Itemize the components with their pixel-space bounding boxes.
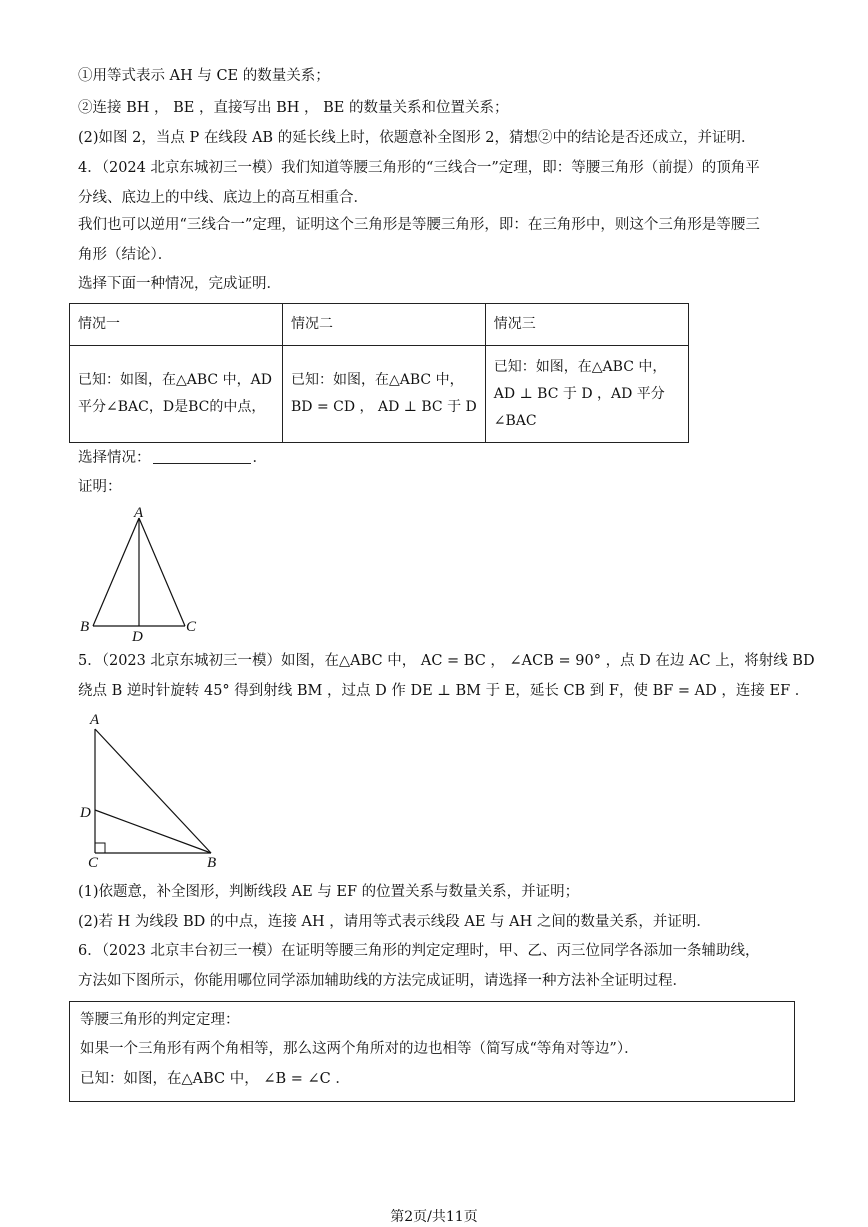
cell-line: AD ⊥ BC 于 D ，AD 平分 xyxy=(493,385,665,402)
vertex-label: B xyxy=(207,855,217,870)
theorem-title: 等腰三角形的判定定理： xyxy=(80,1012,240,1028)
question-6-text: 方法如下图所示，你能用哪位同学添加辅助线的方法完成证明，请选择一种方法补全证明过程． xyxy=(78,973,687,989)
cell-line: 已知：如图，在△ABC 中， xyxy=(493,358,667,375)
vertex-label: D xyxy=(80,805,91,821)
table-cell xyxy=(70,346,283,443)
table-header: 情况三 xyxy=(485,304,688,346)
vertex-label: A xyxy=(90,712,100,728)
text-line: (2)如图 2，当点 P 在线段 AB 的延长线上时，依题意补全图形 2，猜想②中的结论是否还成立，并证明． xyxy=(78,130,756,146)
vertex-label: C xyxy=(186,619,197,635)
theorem-given: 已知：如图，在△ABC 中， ∠B = ∠C ． xyxy=(80,1071,350,1087)
text-line: ①用等式表示 AH 与 CE 的数量关系； xyxy=(78,68,330,84)
vertex-label: C xyxy=(88,855,99,870)
vertex-label: D xyxy=(132,629,143,642)
proof-label: 证明： xyxy=(78,479,122,495)
triangle-figure-1 xyxy=(76,500,206,642)
text-line: ②连接 BH ， BE ，直接写出 BH ， BE 的数量关系和位置关系； xyxy=(78,100,509,116)
question-4-text: 我们也可以逆用“三线合一”定理，证明这个三角形是等腰三角形，即：在三角形中，则这个三角形是等腰三 xyxy=(78,217,760,233)
theorem-box xyxy=(69,1001,795,1102)
cell-line: 已知：如图，在△ABC 中，AD xyxy=(78,372,272,388)
question-5-part-1: (1)依题意，补全图形，判断线段 AE 与 EF 的位置关系与数量关系，并证明； xyxy=(78,884,580,900)
question-4-text: 角形（结论）． xyxy=(78,247,173,263)
answer-blank[interactable] xyxy=(153,448,251,464)
question-5-text: 5．（2023 北京东城初三一模）如图，在△ABC 中， AC = BC ， ∠ACB = 90° ，点 D 在边 AC 上，将射线 BD xyxy=(78,653,815,669)
table-header: 情况二 xyxy=(283,304,486,346)
question-5-text: 绕点 B 逆时针旋转 45° 得到射线 BM ，过点 D 作 DE ⊥ BM 于 E，延长 CB 到 F，使 BF = AD ，连接 EF ． xyxy=(78,683,810,699)
question-6-text: 6．（2023 北京丰台初三一模）在证明等腰三角形的判定定理时，甲、乙、丙三位同学各添加一条辅助线， xyxy=(78,943,760,959)
table-header: 情况一 xyxy=(70,304,283,346)
page-footer: 第2页/共11页 xyxy=(390,1209,478,1225)
select-label: 选择情况： xyxy=(78,450,151,466)
question-4-text: 分线、底边上的中线、底边上的高互相重合． xyxy=(78,190,368,206)
theorem-statement: 如果一个三角形有两个角相等，那么这两个角所对的边也相等（简写成“等角对等边”）． xyxy=(80,1041,639,1057)
vertex-label: B xyxy=(80,619,90,635)
question-5-part-2: (2)若 H 为线段 BD 的中点，连接 AH ，请用等式表示线段 AE 与 AH 之间的数量关系，并证明． xyxy=(78,914,711,930)
cases-table xyxy=(69,303,689,443)
select-case-line xyxy=(78,448,267,468)
cell-line: 已知：如图，在△ABC 中， xyxy=(291,372,464,388)
question-4-text: 4．（2024 北京东城初三一模）我们知道等腰三角形的“三线合一”定理，即：等腰三角形（前提）的顶角平 xyxy=(78,160,760,176)
cell-line: ∠BAC xyxy=(493,412,537,429)
triangle-figure-2 xyxy=(74,706,230,870)
period: ． xyxy=(252,450,267,466)
table-cell xyxy=(283,346,486,443)
cell-line: 平分∠BAC，D是BC的中点， xyxy=(78,399,266,415)
cell-line: BD = CD ， AD ⊥ BC 于 D xyxy=(291,399,477,415)
table-cell xyxy=(485,346,688,443)
question-4-text: 选择下面一种情况，完成证明． xyxy=(78,276,281,292)
vertex-label: A xyxy=(134,505,144,521)
